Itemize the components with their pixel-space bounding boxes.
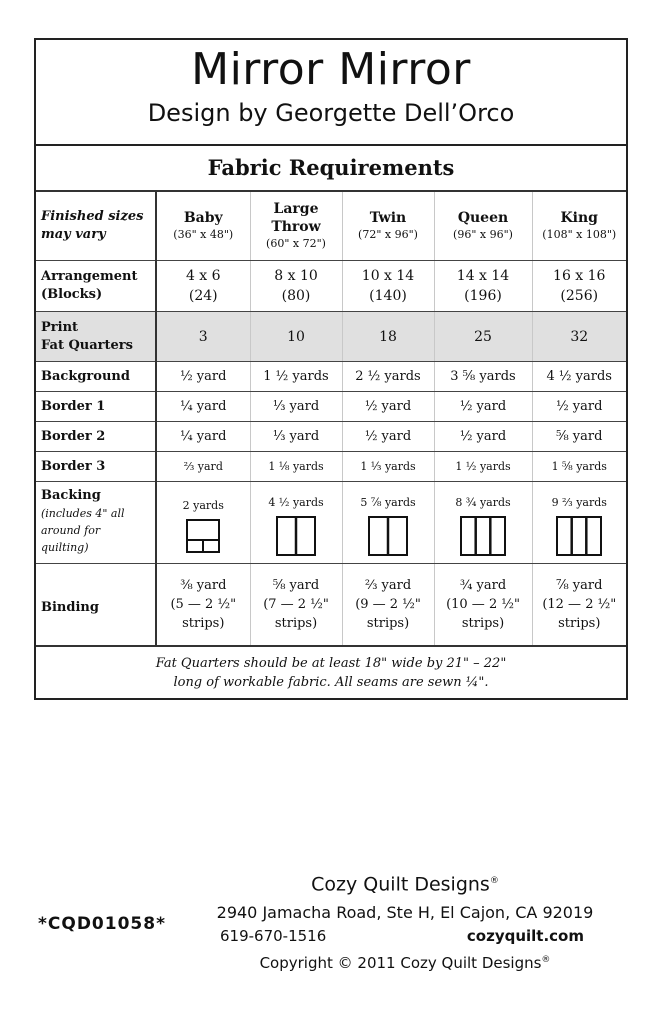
backing-note-line: around for <box>41 524 101 537</box>
row-label <box>36 312 156 362</box>
pattern-title: Mirror Mirror <box>191 44 471 95</box>
binding-strips: strips) <box>366 616 410 631</box>
backing-diagram-two-panels-icon <box>368 516 408 556</box>
table-cell: 1 ½ yards <box>250 362 342 392</box>
size-header-twin <box>342 192 434 261</box>
note-line: long of workable fabric. All seams are sewn ¼". <box>173 675 489 690</box>
table-cell <box>156 482 250 564</box>
table-cell: ½ yard <box>434 392 532 422</box>
table-cell: ¼ yard <box>156 422 250 452</box>
row-label: Border 2 <box>36 422 156 452</box>
table-cell <box>250 564 342 647</box>
row-label-line: Arrangement <box>41 269 138 284</box>
fat-quarter-note <box>36 647 626 698</box>
backing-diagram-panel-and-strips-icon <box>186 519 220 553</box>
table-cell: 1 ½ yards <box>434 452 532 482</box>
registered-mark: ® <box>541 955 551 966</box>
copyright-text: Copyright © 2011 Cozy Quilt Designs <box>259 954 542 973</box>
table-cell <box>532 482 626 564</box>
grid-value: 8 x 10 <box>274 268 318 284</box>
block-count: (24) <box>188 288 218 304</box>
size-name: Throw <box>271 219 321 235</box>
binding-strips: strips) <box>182 616 225 631</box>
table-cell: 18 <box>342 312 434 362</box>
table-cell <box>156 564 250 647</box>
table-cell <box>434 261 532 312</box>
table-row-border-1 <box>36 392 626 422</box>
backing-diagram-three-panels-icon <box>460 516 506 556</box>
table-header-row <box>36 192 626 261</box>
block-count: (80) <box>281 288 311 304</box>
table-row-binding <box>36 564 626 647</box>
table-row-background <box>36 362 626 392</box>
binding-yardage: ⅞ yard <box>556 578 603 593</box>
table-cell: 2 ½ yards <box>342 362 434 392</box>
company-address: 2940 Jamacha Road, Ste H, El Cajon, CA 92019 <box>216 903 594 923</box>
size-name: Twin <box>369 210 407 226</box>
corner-note-line: may vary <box>41 227 106 242</box>
row-label: Border 1 <box>36 392 156 422</box>
backing-diagram-three-panels-icon <box>556 516 602 556</box>
table-cell: ½ yard <box>342 392 434 422</box>
table-cell: 25 <box>434 312 532 362</box>
grid-value: 16 x 16 <box>553 268 606 284</box>
section-title: Fabric Requirements <box>36 146 626 192</box>
binding-yardage: ¾ yard <box>459 578 507 593</box>
fabric-requirements-sheet <box>34 38 628 700</box>
size-header-queen <box>434 192 532 261</box>
binding-yardage: ⅔ yard <box>364 578 412 593</box>
row-label: Binding <box>36 564 156 647</box>
row-label <box>36 261 156 312</box>
company-name-text: Cozy Quilt Designs <box>311 873 490 896</box>
binding-strips: strips) <box>274 616 318 631</box>
table-cell: 4 ½ yards <box>532 362 626 392</box>
table-cell <box>250 261 342 312</box>
table-cell <box>532 564 626 647</box>
backing-yardage: 8 ¾ yards <box>455 495 511 509</box>
table-row-border-2 <box>36 422 626 452</box>
table-cell: ½ yard <box>434 422 532 452</box>
size-dimensions: (72" x 96") <box>358 228 418 241</box>
designer-credit: Design by Georgette Dell’Orco <box>147 99 515 127</box>
table-cell <box>434 482 532 564</box>
table-row-border-3 <box>36 452 626 482</box>
binding-strips: (10 — 2 ½" <box>446 597 520 612</box>
product-sku: *CQD01058* <box>38 914 166 934</box>
table-cell: 10 <box>250 312 342 362</box>
size-dimensions: (60" x 72") <box>266 237 326 250</box>
row-label: Border 3 <box>36 452 156 482</box>
title-block <box>36 40 626 146</box>
row-label-text: Backing <box>41 488 101 503</box>
table-cell: 1 ⅛ yards <box>250 452 342 482</box>
backing-note-line: quilting) <box>41 541 89 554</box>
table-cell: ⅓ yard <box>250 422 342 452</box>
size-name: King <box>560 210 598 226</box>
grid-value: 14 x 14 <box>456 268 510 284</box>
table-cell <box>342 564 434 647</box>
table-cell: ⅔ yard <box>156 452 250 482</box>
table-cell: ½ yard <box>532 392 626 422</box>
table-cell <box>342 261 434 312</box>
block-count: (256) <box>560 288 599 304</box>
size-name: Baby <box>183 210 223 226</box>
block-count: (196) <box>464 288 502 304</box>
binding-strips: strips) <box>461 616 505 631</box>
backing-note <box>41 505 155 556</box>
table-row-backing <box>36 482 626 564</box>
contact-line <box>200 925 610 947</box>
table-cell: ¼ yard <box>156 392 250 422</box>
note-line: Fat Quarters should be at least 18" wide by 21" – 22" <box>155 656 507 671</box>
website-link[interactable]: cozyquilt.com <box>466 927 584 946</box>
table-cell: ⅝ yard <box>532 422 626 452</box>
row-label-line: (Blocks) <box>41 287 103 302</box>
corner-note <box>36 192 156 261</box>
table-cell <box>156 261 250 312</box>
grid-value: 4 x 6 <box>185 268 221 284</box>
table-cell: 1 ⅝ yards <box>532 452 626 482</box>
backing-yardage: 2 yards <box>182 498 224 512</box>
binding-yardage: ⅜ yard <box>180 578 227 593</box>
table-cell <box>250 482 342 564</box>
size-name: Large <box>273 201 319 217</box>
table-cell <box>532 261 626 312</box>
table-row-print-fat-quarters <box>36 312 626 362</box>
phone-number: 619-670-1516 <box>220 927 327 946</box>
size-dimensions: (96" x 96") <box>453 228 513 241</box>
binding-strips: (12 — 2 ½" <box>542 597 617 612</box>
table-row-arrangement <box>36 261 626 312</box>
table-cell: 1 ⅓ yards <box>342 452 434 482</box>
size-header-baby <box>156 192 250 261</box>
row-label: Background <box>36 362 156 392</box>
size-header-large-throw <box>250 192 342 261</box>
copyright <box>200 947 610 976</box>
corner-note-line: Finished sizes <box>41 209 144 224</box>
binding-yardage: ⅝ yard <box>272 578 320 593</box>
block-count: (140) <box>369 288 407 304</box>
table-cell: 3 ⅝ yards <box>434 362 532 392</box>
backing-yardage: 9 ⅔ yards <box>551 495 607 509</box>
size-dimensions: (108" x 108") <box>542 228 617 241</box>
registered-mark: ® <box>489 876 499 886</box>
row-label-line: Fat Quarters <box>41 337 133 353</box>
company-name <box>200 868 610 897</box>
publisher-footer <box>200 868 610 976</box>
grid-value: 10 x 14 <box>361 268 415 284</box>
binding-strips: strips) <box>558 616 601 631</box>
table-cell: 32 <box>532 312 626 362</box>
binding-strips: (7 — 2 ½" <box>263 597 329 612</box>
backing-yardage: 5 ⅞ yards <box>360 495 416 509</box>
table-cell <box>342 482 434 564</box>
binding-strips: (5 — 2 ½" <box>170 597 237 612</box>
size-header-king <box>532 192 626 261</box>
binding-strips: (9 — 2 ½" <box>355 597 421 612</box>
table-cell: ½ yard <box>342 422 434 452</box>
row-label <box>36 482 156 564</box>
row-label-line: Print <box>41 319 79 335</box>
table-cell: ½ yard <box>156 362 250 392</box>
backing-yardage: 4 ½ yards <box>268 495 324 509</box>
backing-diagram-two-panels-icon <box>276 516 316 556</box>
table-cell <box>434 564 532 647</box>
table-cell: 3 <box>156 312 250 362</box>
size-dimensions: (36" x 48") <box>173 228 234 241</box>
size-name: Queen <box>457 210 509 226</box>
requirements-table <box>36 192 626 647</box>
table-cell: ⅓ yard <box>250 392 342 422</box>
backing-note-line: (includes 4" all <box>41 507 125 520</box>
